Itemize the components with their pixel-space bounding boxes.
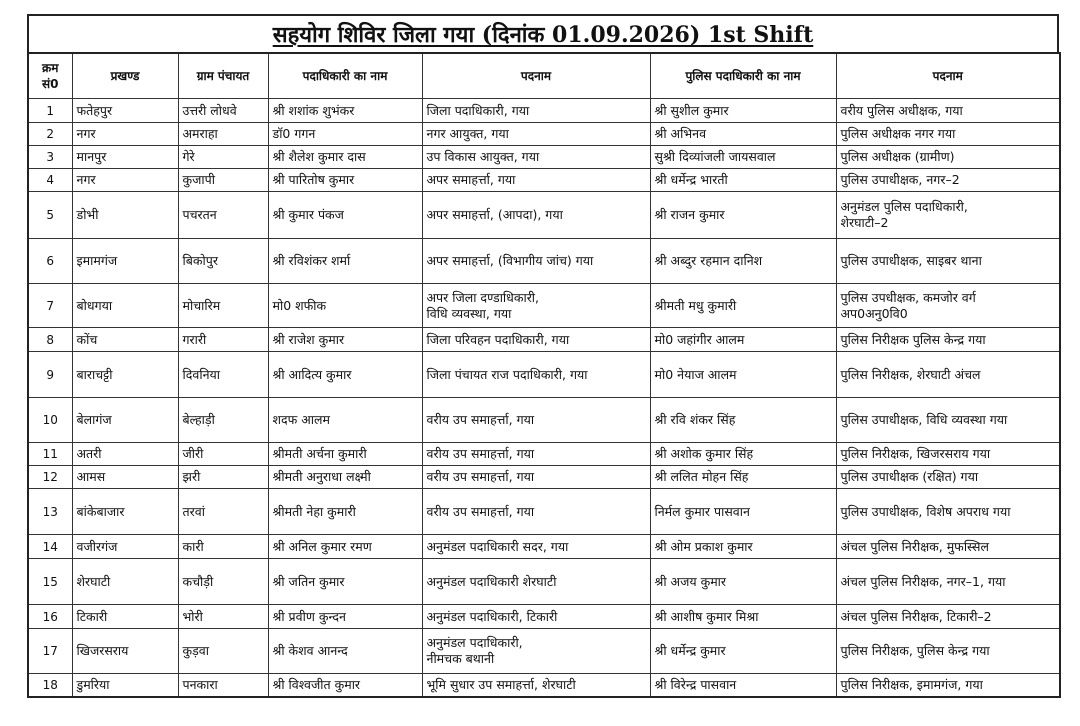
table-row <box>28 123 1060 146</box>
cell-police-designation: पुलिस उपाधीक्षक, विशेष अपराध गया <box>836 489 1060 535</box>
title-bar <box>27 14 1059 52</box>
table-row <box>28 328 1060 352</box>
cell-designation: अपर जिला दण्डाधिकारी, विधि व्यवस्था, गया <box>422 284 650 328</box>
table-row <box>28 559 1060 605</box>
cell-officer: श्री अनिल कुमार रमण <box>268 535 422 559</box>
table-row <box>28 605 1060 629</box>
cell-panchayat: गरारी <box>178 328 268 352</box>
cell-serial: 10 <box>28 398 72 443</box>
cell-officer: डॉ0 गगन <box>268 123 422 146</box>
cell-designation: वरीय उप समाहर्त्ता, गया <box>422 398 650 443</box>
cell-police-designation: पुलिस उपाधीक्षक, साइबर थाना <box>836 239 1060 284</box>
cell-designation: अनुमंडल पदाधिकारी सदर, गया <box>422 535 650 559</box>
cell-serial: 15 <box>28 559 72 605</box>
cell-police-designation: पुलिस अधीक्षक (ग्रामीण) <box>836 146 1060 169</box>
table-row <box>28 99 1060 123</box>
cell-police-officer: श्री रवि शंकर सिंह <box>650 398 836 443</box>
cell-police-designation: अंचल पुलिस निरीक्षक, टिकारी–2 <box>836 605 1060 629</box>
cell-panchayat: भोरी <box>178 605 268 629</box>
cell-serial: 13 <box>28 489 72 535</box>
cell-panchayat: दिवनिया <box>178 352 268 398</box>
table-row <box>28 535 1060 559</box>
cell-block: वजीरगंज <box>72 535 178 559</box>
document-sheet <box>27 14 1059 698</box>
cell-block: अतरी <box>72 443 178 466</box>
cell-serial: 7 <box>28 284 72 328</box>
cell-panchayat: उत्तरी लोधवे <box>178 99 268 123</box>
cell-police-officer: श्री सुशील कुमार <box>650 99 836 123</box>
cell-block: मानपुर <box>72 146 178 169</box>
cell-block: कोंच <box>72 328 178 352</box>
cell-police-designation: अंचल पुलिस निरीक्षक, मुफस्सिल <box>836 535 1060 559</box>
cell-police-officer: निर्मल कुमार पासवान <box>650 489 836 535</box>
cell-officer: श्री केशव आनन्द <box>268 629 422 674</box>
page-title: सहयोग शिविर जिला गया (दिनांक 01.09.2026) 1st Shift <box>272 22 814 48</box>
cell-officer: श्रीमती अनुराधा लक्ष्मी <box>268 466 422 489</box>
cell-police-officer: श्री अब्दुर रहमान दानिश <box>650 239 836 284</box>
col-header-block: प्रखण्ड <box>72 53 178 99</box>
col-header-designation: पदनाम <box>422 53 650 99</box>
cell-panchayat: पनकारा <box>178 674 268 697</box>
cell-panchayat: बिकोपुर <box>178 239 268 284</box>
table-row <box>28 239 1060 284</box>
cell-police-designation: पुलिस निरीक्षक, शेरघाटी अंचल <box>836 352 1060 398</box>
cell-designation: नगर आयुक्त, गया <box>422 123 650 146</box>
cell-panchayat: कचौड़ी <box>178 559 268 605</box>
table-row <box>28 146 1060 169</box>
cell-officer: श्री जतिन कुमार <box>268 559 422 605</box>
cell-block: बेलागंज <box>72 398 178 443</box>
table-row <box>28 489 1060 535</box>
cell-panchayat: कुड़वा <box>178 629 268 674</box>
cell-panchayat: बेल्हाड़ी <box>178 398 268 443</box>
col-header-police-designation: पदनाम <box>836 53 1060 99</box>
cell-police-designation: पुलिस निरीक्षक पुलिस केन्द्र गया <box>836 328 1060 352</box>
table-row <box>28 629 1060 674</box>
col-header-officer: पदाधिकारी का नाम <box>268 53 422 99</box>
cell-police-officer: श्रीमती मधु कुमारी <box>650 284 836 328</box>
cell-serial: 3 <box>28 146 72 169</box>
cell-serial: 17 <box>28 629 72 674</box>
cell-panchayat: जीरी <box>178 443 268 466</box>
cell-police-officer: श्री ओम प्रकाश कुमार <box>650 535 836 559</box>
cell-officer: श्री राजेश कुमार <box>268 328 422 352</box>
cell-officer: मो0 शफीक <box>268 284 422 328</box>
cell-police-designation: वरीय पुलिस अधीक्षक, गया <box>836 99 1060 123</box>
cell-designation: जिला परिवहन पदाधिकारी, गया <box>422 328 650 352</box>
cell-police-officer: श्री विरेन्द्र पासवान <box>650 674 836 697</box>
cell-serial: 11 <box>28 443 72 466</box>
col-header-serial: क्रम सं0 <box>28 53 72 99</box>
cell-block: डुमरिया <box>72 674 178 697</box>
cell-police-officer: श्री अभिनव <box>650 123 836 146</box>
col-header-panchayat: ग्राम पंचायत <box>178 53 268 99</box>
cell-police-officer: श्री धर्मेन्द्र भारती <box>650 169 836 192</box>
cell-panchayat: गेरे <box>178 146 268 169</box>
cell-designation: वरीय उप समाहर्त्ता, गया <box>422 489 650 535</box>
cell-designation: वरीय उप समाहर्त्ता, गया <box>422 443 650 466</box>
cell-police-officer: मो0 जहांगीर आलम <box>650 328 836 352</box>
cell-police-officer: श्री ललित मोहन सिंह <box>650 466 836 489</box>
cell-police-designation: पुलिस निरीक्षक, खिजरसराय गया <box>836 443 1060 466</box>
cell-officer: श्रीमती नेहा कुमारी <box>268 489 422 535</box>
table-row <box>28 443 1060 466</box>
cell-designation: अनुमंडल पदाधिकारी, नीमचक बथानी <box>422 629 650 674</box>
cell-serial: 12 <box>28 466 72 489</box>
cell-serial: 16 <box>28 605 72 629</box>
cell-panchayat: तरवां <box>178 489 268 535</box>
cell-block: नगर <box>72 169 178 192</box>
cell-block: शेरघाटी <box>72 559 178 605</box>
cell-block: डोभी <box>72 192 178 239</box>
cell-designation: उप विकास आयुक्त, गया <box>422 146 650 169</box>
cell-officer: श्री प्रवीण कुन्दन <box>268 605 422 629</box>
cell-designation: जिला पदाधिकारी, गया <box>422 99 650 123</box>
table-row <box>28 169 1060 192</box>
cell-block: खिजरसराय <box>72 629 178 674</box>
schedule-table <box>27 52 1061 698</box>
cell-panchayat: झरी <box>178 466 268 489</box>
cell-block: इमामगंज <box>72 239 178 284</box>
cell-officer: शदफ आलम <box>268 398 422 443</box>
cell-police-designation: पुलिस उपाधीक्षक, विधि व्यवस्था गया <box>836 398 1060 443</box>
cell-police-designation: अनुमंडल पुलिस पदाधिकारी, शेरघाटी–2 <box>836 192 1060 239</box>
cell-officer: श्री विश्वजीत कुमार <box>268 674 422 697</box>
cell-block: नगर <box>72 123 178 146</box>
cell-police-officer: श्री धर्मेन्द्र कुमार <box>650 629 836 674</box>
cell-officer: श्री शशांक शुभंकर <box>268 99 422 123</box>
cell-panchayat: कुजापी <box>178 169 268 192</box>
cell-officer: श्रीमती अर्चना कुमारी <box>268 443 422 466</box>
table-row <box>28 398 1060 443</box>
table-body <box>28 99 1060 697</box>
cell-serial: 4 <box>28 169 72 192</box>
cell-block: टिकारी <box>72 605 178 629</box>
cell-police-officer: श्री अशोक कुमार सिंह <box>650 443 836 466</box>
cell-serial: 8 <box>28 328 72 352</box>
cell-designation: वरीय उप समाहर्त्ता, गया <box>422 466 650 489</box>
cell-officer: श्री आदित्य कुमार <box>268 352 422 398</box>
cell-designation: अनुमंडल पदाधिकारी, टिकारी <box>422 605 650 629</box>
cell-block: आमस <box>72 466 178 489</box>
cell-designation: अपर समाहर्त्ता, (विभागीय जांच) गया <box>422 239 650 284</box>
cell-block: फतेहपुर <box>72 99 178 123</box>
cell-block: बाराचट्टी <box>72 352 178 398</box>
cell-block: बोधगया <box>72 284 178 328</box>
table-row <box>28 284 1060 328</box>
cell-officer: श्री कुमार पंकज <box>268 192 422 239</box>
table-row <box>28 674 1060 697</box>
cell-police-officer: श्री अजय कुमार <box>650 559 836 605</box>
cell-police-officer: सुश्री दिव्यांजली जायसवाल <box>650 146 836 169</box>
cell-designation: अनुमंडल पदाधिकारी शेरघाटी <box>422 559 650 605</box>
cell-panchayat: पचरतन <box>178 192 268 239</box>
cell-serial: 5 <box>28 192 72 239</box>
cell-block: बांकेबाजार <box>72 489 178 535</box>
cell-serial: 2 <box>28 123 72 146</box>
cell-police-designation: पुलिस उपधीक्षक, कमजोर वर्ग अप0अनु0वि0 <box>836 284 1060 328</box>
cell-police-officer: श्री आशीष कुमार मिश्रा <box>650 605 836 629</box>
cell-police-officer: श्री राजन कुमार <box>650 192 836 239</box>
cell-police-designation: पुलिस निरीक्षक, इमामगंज, गया <box>836 674 1060 697</box>
cell-officer: श्री पारितोष कुमार <box>268 169 422 192</box>
cell-panchayat: कारी <box>178 535 268 559</box>
cell-serial: 6 <box>28 239 72 284</box>
cell-serial: 14 <box>28 535 72 559</box>
cell-panchayat: अमराहा <box>178 123 268 146</box>
table-row <box>28 352 1060 398</box>
cell-police-designation: पुलिस अधीक्षक नगर गया <box>836 123 1060 146</box>
table-row <box>28 466 1060 489</box>
cell-officer: श्री रविशंकर शर्मा <box>268 239 422 284</box>
cell-police-designation: पुलिस उपाधीक्षक (रक्षित) गया <box>836 466 1060 489</box>
cell-serial: 18 <box>28 674 72 697</box>
cell-police-designation: अंचल पुलिस निरीक्षक, नगर–1, गया <box>836 559 1060 605</box>
cell-designation: जिला पंचायत राज पदाधिकारी, गया <box>422 352 650 398</box>
cell-designation: अपर समाहर्त्ता, गया <box>422 169 650 192</box>
cell-police-designation: पुलिस उपाधीक्षक, नगर–2 <box>836 169 1060 192</box>
cell-officer: श्री शैलेश कुमार दास <box>268 146 422 169</box>
table-row <box>28 192 1060 239</box>
cell-police-designation: पुलिस निरीक्षक, पुलिस केन्द्र गया <box>836 629 1060 674</box>
cell-serial: 1 <box>28 99 72 123</box>
cell-designation: अपर समाहर्त्ता, (आपदा), गया <box>422 192 650 239</box>
cell-police-officer: मो0 नेयाज आलम <box>650 352 836 398</box>
cell-serial: 9 <box>28 352 72 398</box>
header-row <box>28 53 1060 99</box>
cell-designation: भूमि सुधार उप समाहर्त्ता, शेरघाटी <box>422 674 650 697</box>
cell-panchayat: मोचारिम <box>178 284 268 328</box>
col-header-police-officer: पुलिस पदाधिकारी का नाम <box>650 53 836 99</box>
